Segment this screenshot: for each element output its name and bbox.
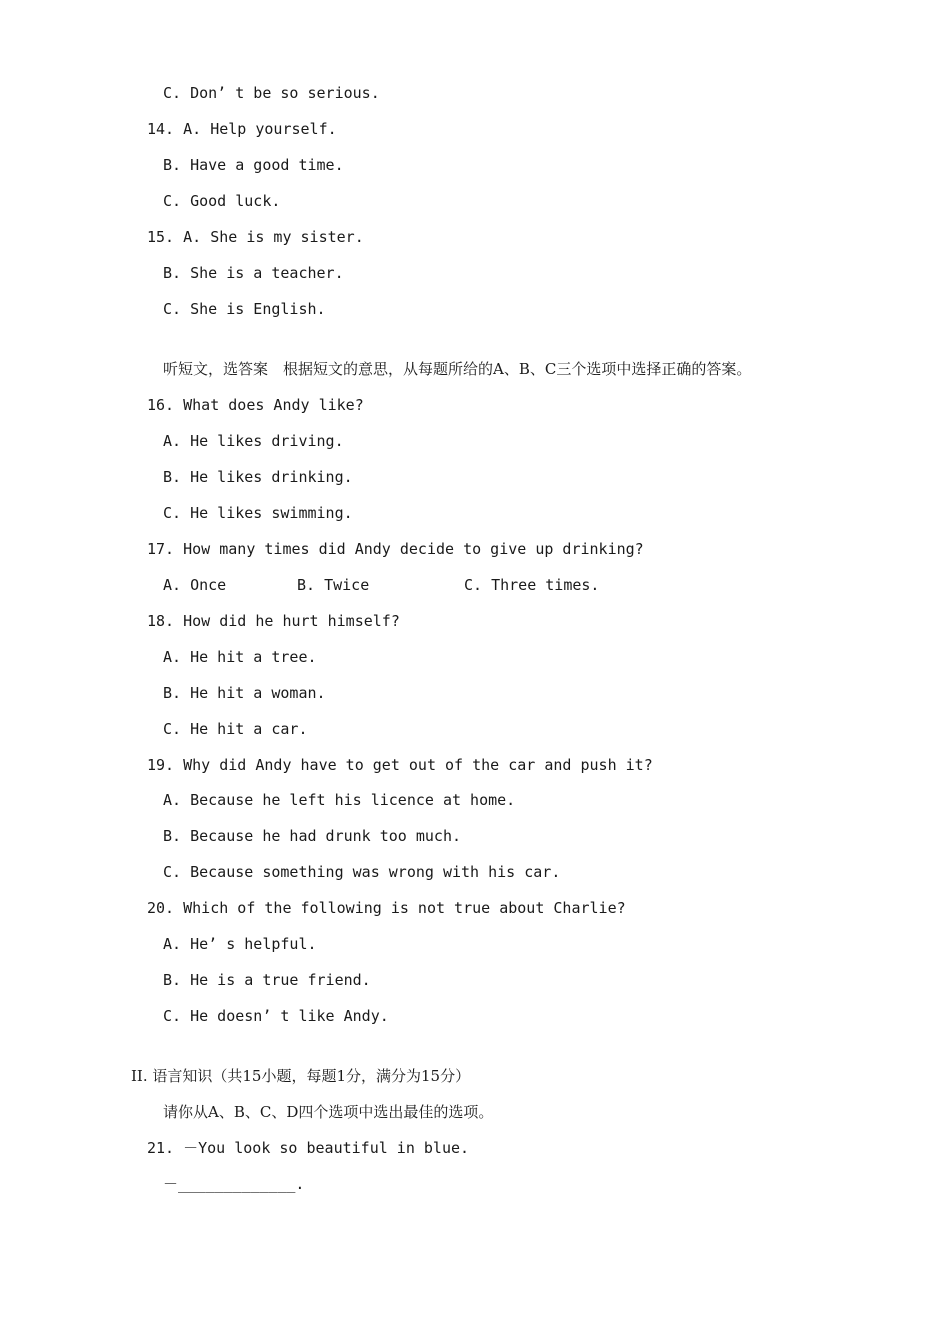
q14-stem: 14. A. Help yourself. xyxy=(147,120,337,138)
listening-instruction: 听短文，选答案 根据短文的意思，从每题所给的A、B、C三个选项中选择正确的答案。 xyxy=(163,360,752,378)
section-ii-title: II. 语言知识（共15小题，每题1分，满分为15分） xyxy=(131,1067,471,1085)
q19-stem: 19. Why did Andy have to get out of the car and push it? xyxy=(147,756,653,774)
q20-option-a: A. He’ s helpful. xyxy=(163,935,317,953)
q19-option-a: A. Because he left his licence at home. xyxy=(163,791,516,809)
section-ii-instruction: 请你从A、B、C、D四个选项中选出最佳的选项。 xyxy=(163,1103,494,1121)
q21-stem: 21. －You look so beautiful in blue. xyxy=(147,1139,470,1157)
q14-option-b: B. Have a good time. xyxy=(163,156,344,174)
q13-option-c: C. Don’ t be so serious. xyxy=(163,84,380,102)
q15-option-c: C. She is English. xyxy=(163,300,326,318)
q18-option-a: A. He hit a tree. xyxy=(163,648,317,666)
q19-option-b: B. Because he had drunk too much. xyxy=(163,827,462,845)
q17-option-c: C. Three times. xyxy=(464,576,600,594)
q16-option-b: B. He likes drinking. xyxy=(163,468,353,486)
q21-answer-blank: －_____________. xyxy=(163,1175,305,1193)
q20-option-b: B. He is a true friend. xyxy=(163,971,371,989)
q15-option-b: B. She is a teacher. xyxy=(163,264,344,282)
q17-option-a: A. Once xyxy=(163,576,227,594)
q18-option-c: C. He hit a car. xyxy=(163,720,308,738)
q14-option-c: C. Good luck. xyxy=(163,192,281,210)
q16-stem: 16. What does Andy like? xyxy=(147,396,364,414)
q17-stem: 17. How many times did Andy decide to give up drinking? xyxy=(147,540,644,558)
q17-option-b: B. Twice xyxy=(297,576,370,594)
q19-option-c: C. Because something was wrong with his car. xyxy=(163,863,561,881)
q16-option-a: A. He likes driving. xyxy=(163,432,344,450)
q18-stem: 18. How did he hurt himself? xyxy=(147,612,400,630)
q16-option-c: C. He likes swimming. xyxy=(163,504,353,522)
q15-stem: 15. A. She is my sister. xyxy=(147,228,364,246)
q20-option-c: C. He doesn’ t like Andy. xyxy=(163,1007,389,1025)
q20-stem: 20. Which of the following is not true about Charlie? xyxy=(147,899,626,917)
q18-option-b: B. He hit a woman. xyxy=(163,684,326,702)
